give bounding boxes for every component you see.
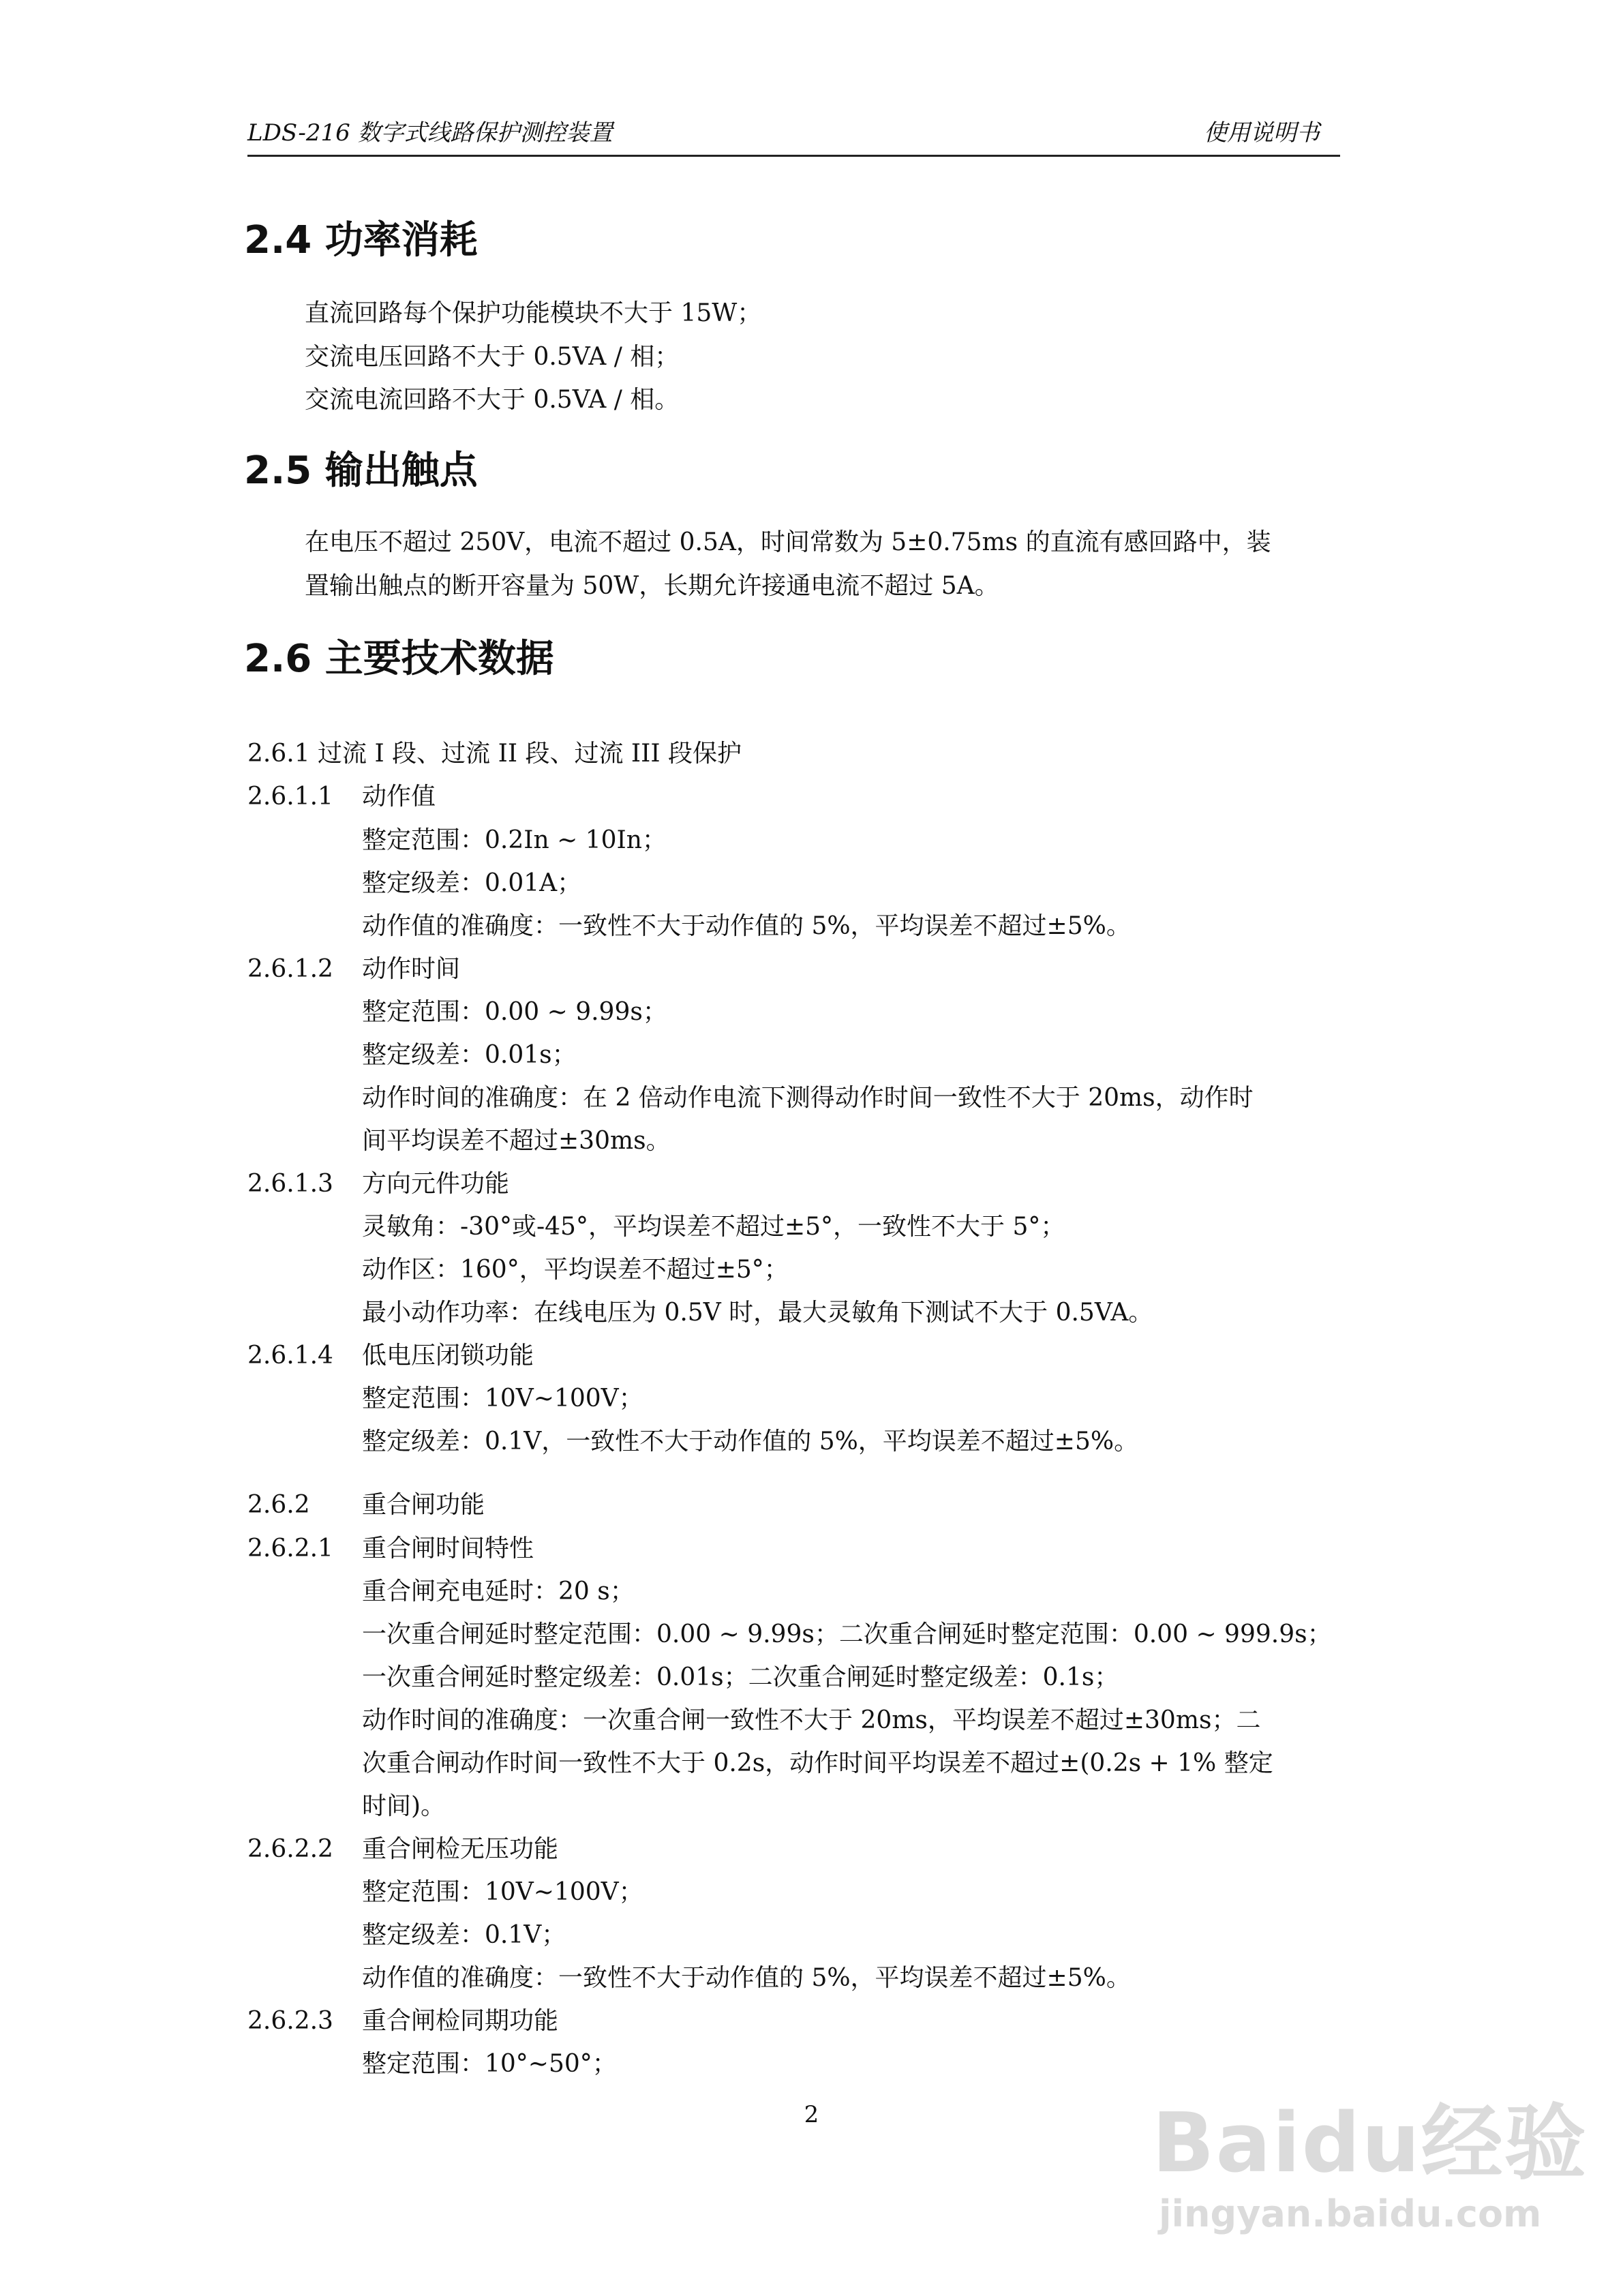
text-line: 整定范围：10V~100V；	[362, 1878, 643, 1906]
item-number: 2.6.1.2	[247, 955, 333, 983]
text-line: 交流电流回路不大于 0.5VA / 相。	[305, 386, 680, 414]
text-line: 时间)。	[362, 1792, 446, 1820]
item-number: 2.6.1.1	[247, 783, 333, 811]
page-header	[247, 112, 1340, 157]
item-label: 低电压闭锁功能	[362, 1342, 534, 1370]
item-label: 动作值	[362, 783, 436, 811]
page-number: 2	[804, 2101, 819, 2128]
header-document-type: 使用说明书	[1204, 119, 1320, 147]
item-number: 2.6.1.3	[247, 1170, 333, 1198]
text-line: 交流电压回路不大于 0.5VA / 相；	[305, 343, 680, 371]
text-line: 整定范围：10V~100V；	[362, 1385, 643, 1413]
watermark-url: jingyan.baidu.com	[1159, 2192, 1542, 2235]
text-line: 整定级差：0.1V，一致性不大于动作值的 5%，平均误差不超过±5%。	[362, 1428, 1139, 1455]
text-line: 整定范围：10°~50°；	[362, 2050, 617, 2078]
item-number: 2.6.2.3	[247, 2007, 333, 2035]
text-line: 直流回路每个保护功能模块不大于 15W；	[305, 299, 762, 327]
section-title-2-4: 2.4 功率消耗	[244, 218, 478, 262]
text-line: 整定范围：0.00 ~ 9.99s；	[362, 998, 667, 1026]
text-line: 灵敏角：-30°或-45°，平均误差不超过±5°，一致性不大于 5°；	[362, 1213, 1065, 1241]
item-label: 方向元件功能	[362, 1170, 510, 1198]
text-line: 整定范围：0.2In ~ 10In；	[362, 826, 667, 854]
section-title-2-5: 2.5 输出触点	[244, 449, 478, 493]
item-label: 重合闸功能	[362, 1491, 485, 1519]
item-number: 2.6.2.2	[247, 1835, 333, 1863]
text-line: 最小动作功率：在线电压为 0.5V 时，最大灵敏角下测试不大于 0.5VA。	[362, 1299, 1153, 1327]
item-label: 动作时间	[362, 955, 461, 983]
item-number: 2.6.2	[247, 1491, 310, 1519]
subsection-heading-2-6-1: 2.6.1 过流 I 段、过流 II 段、过流 III 段保护	[247, 740, 742, 768]
text-line: 动作值的准确度：一致性不大于动作值的 5%，平均误差不超过±5%。	[362, 912, 1131, 940]
item-label: 重合闸检同期功能	[362, 2007, 559, 2035]
text-line: 置输出触点的断开容量为 50W，长期允许接通电流不超过 5A。	[305, 572, 999, 600]
text-line: 重合闸充电延时：20 s；	[362, 1577, 635, 1605]
text-line: 动作值的准确度：一致性不大于动作值的 5%，平均误差不超过±5%。	[362, 1964, 1131, 1992]
text-line: 整定级差：0.01A；	[362, 869, 582, 897]
item-number: 2.6.2.1	[247, 1535, 333, 1562]
text-line: 动作区：160°，平均误差不超过±5°；	[362, 1256, 789, 1284]
text-line: 一次重合闸延时整定范围：0.00 ~ 9.99s；二次重合闸延时整定范围：0.00 ~ 999.9s；	[362, 1620, 1332, 1648]
text-line: 在电压不超过 250V，电流不超过 0.5A，时间常数为 5±0.75ms 的直流有感回路中，装	[305, 528, 1271, 556]
text-line: 一次重合闸延时整定级差：0.01s；二次重合闸延时整定级差：0.1s；	[362, 1663, 1119, 1691]
header-document-title: LDS-216 数字式线路保护测控装置	[247, 119, 613, 147]
text-line: 整定级差：0.1V；	[362, 1921, 566, 1949]
text-line: 次重合闸动作时间一致性不大于 0.2s，动作时间平均误差不超过±(0.2s + 1% 整定	[362, 1749, 1273, 1777]
text-line: 动作时间的准确度：一次重合闸一致性不大于 20ms，平均误差不超过±30ms；二	[362, 1706, 1261, 1734]
item-number: 2.6.1.4	[247, 1342, 333, 1370]
text-line: 间平均误差不超过±30ms。	[362, 1127, 671, 1155]
section-title-2-6: 2.6 主要技术数据	[244, 637, 554, 681]
text-line: 动作时间的准确度：在 2 倍动作电流下测得动作时间一致性不大于 20ms，动作时	[362, 1084, 1254, 1112]
watermark-logo: Baidu经验	[1152, 2096, 1588, 2191]
text-line: 整定级差：0.01s；	[362, 1041, 577, 1069]
item-label: 重合闸检无压功能	[362, 1835, 559, 1863]
item-label: 重合闸时间特性	[362, 1535, 534, 1562]
